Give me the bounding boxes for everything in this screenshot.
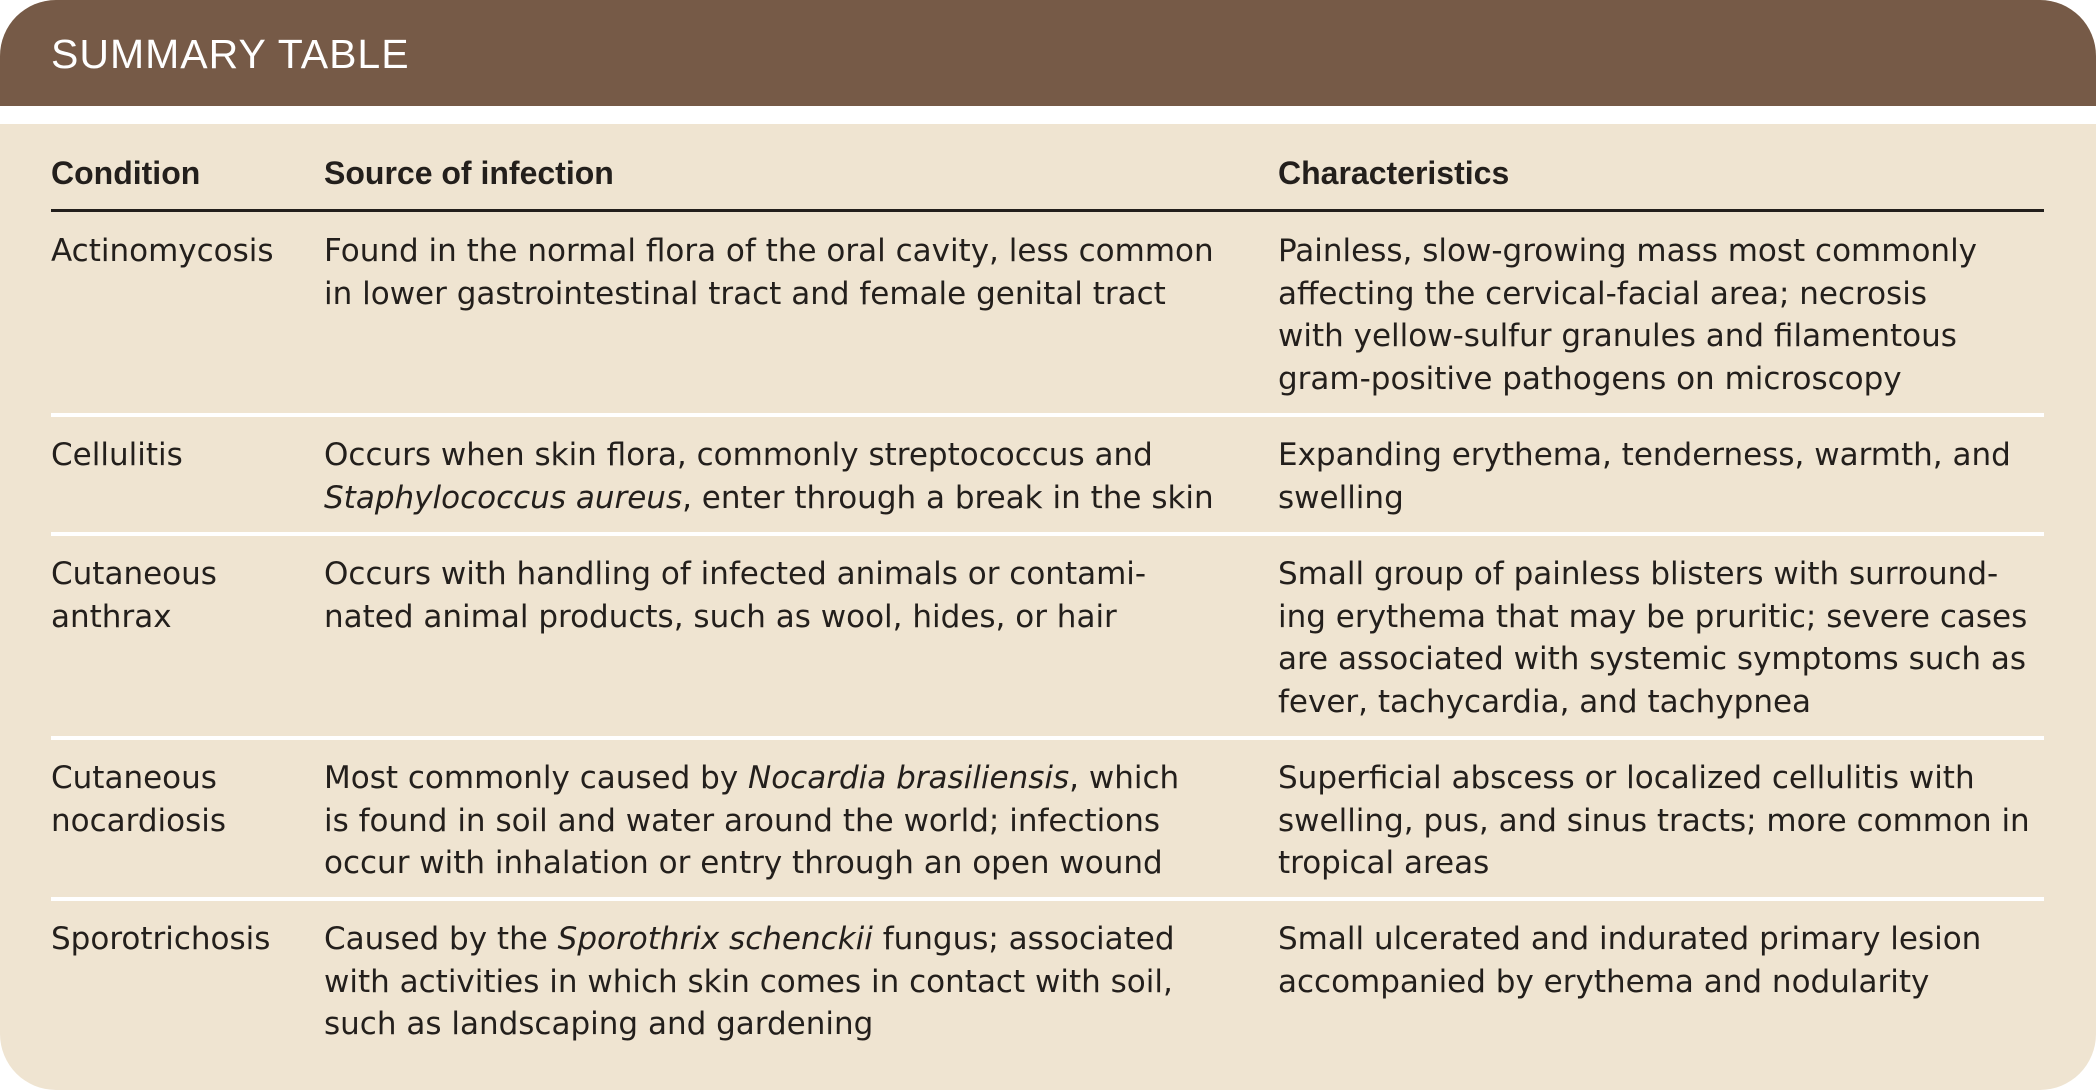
cell-line: Actinomycosis: [51, 233, 274, 269]
italic-species-name: Sporothrix schenckii: [557, 921, 873, 957]
cell-line: Sporotrichosis: [51, 921, 271, 957]
text-segment: with activities in which skin comes in contact with soil,: [324, 963, 1173, 1000]
cell-line: Small group of painless blisters with surround-: [1278, 556, 1999, 592]
cell-line: accompanied by erythema and nodularity: [1278, 963, 1930, 1000]
text-segment: Found in the normal flora of the oral cavity, less common: [324, 233, 1214, 269]
cell-line: Small ulcerated and indurated primary lesion: [1278, 921, 1982, 957]
cell-line: [324, 757, 1179, 800]
cell-line: [324, 961, 1175, 1004]
text-segment: is found in soil and water around the world; infections: [324, 802, 1161, 839]
column-header-condition: Condition: [51, 155, 201, 191]
cell-characteristics: [1278, 434, 2011, 519]
column-header-characteristics: Characteristics: [1278, 155, 1510, 191]
text-segment: fungus; associated: [872, 921, 1175, 957]
row-divider: [51, 897, 2044, 901]
cell-line: [324, 596, 1146, 639]
text-segment: such as landscaping and gardening: [324, 1006, 874, 1042]
text-segment: Occurs with handling of infected animals or contami-: [324, 556, 1147, 592]
text-segment: Occurs when skin flora, commonly streptococcus and: [324, 437, 1153, 473]
table-title: SUMMARY TABLE: [51, 31, 410, 77]
cell-line: [324, 842, 1179, 885]
text-segment: in lower gastrointestinal tract and female genital tract: [324, 275, 1166, 312]
cell-line: with yellow-sulfur granules and filamentous: [1278, 318, 1957, 354]
cell-line: [324, 800, 1179, 843]
cell-condition: [51, 757, 226, 842]
row-divider: [51, 413, 2044, 417]
cell-source: [324, 230, 1214, 315]
cell-condition: [51, 918, 270, 961]
cell-characteristics: [1278, 230, 1977, 400]
cell-line: affecting the cervical-facial area; necrosis: [1278, 275, 1927, 312]
cell-source: [324, 434, 1214, 519]
cell-line: [324, 477, 1214, 520]
header-rule: [51, 209, 2044, 212]
column-header-source: Source of infection: [324, 155, 614, 191]
cell-line: Cellulitis: [51, 437, 183, 473]
cell-line: are associated with systemic symptoms such as: [1278, 641, 2027, 677]
cell-line: [324, 918, 1175, 961]
cell-line: Expanding erythema, tenderness, warmth, and: [1278, 437, 2011, 473]
cell-characteristics: [1278, 918, 1981, 1003]
cell-line: gram-positive pathogens on microscopy: [1278, 360, 1902, 397]
cell-condition: [51, 230, 274, 273]
cell-line: [324, 273, 1214, 316]
cell-condition: [51, 434, 183, 477]
row-divider: [51, 736, 2044, 740]
cell-line: swelling, pus, and sinus tracts; more common in: [1278, 802, 2030, 839]
cell-line: Painless, slow-growing mass most commonly: [1278, 233, 1978, 269]
cell-line: anthrax: [51, 598, 172, 635]
cell-line: Superficial abscess or localized cellulitis with: [1278, 760, 1975, 796]
cell-line: [324, 230, 1214, 273]
text-segment: nated animal products, such as wool, hides, or hair: [324, 598, 1117, 635]
cell-line: Cutaneous: [51, 556, 217, 592]
text-segment: , enter through a break in the skin: [682, 479, 1214, 516]
cell-line: tropical areas: [1278, 845, 1490, 881]
cell-line: ing erythema that may be pruritic; severe cases: [1278, 598, 2028, 635]
text-segment: Caused by the: [324, 921, 558, 957]
cell-line: Cutaneous: [51, 760, 217, 796]
cell-source: [324, 553, 1146, 638]
header-divider: [0, 106, 2096, 124]
table-header-bar: [0, 0, 2096, 106]
cell-source: [324, 918, 1175, 1046]
cell-line: nocardiosis: [51, 802, 227, 839]
cell-characteristics: [1278, 553, 2027, 723]
cell-characteristics: [1278, 757, 2030, 885]
text-segment: Most commonly caused by: [324, 760, 749, 796]
cell-condition: [51, 553, 217, 638]
italic-species-name: Staphylococcus aureus: [324, 479, 683, 516]
cell-line: fever, tachycardia, and tachypnea: [1278, 683, 1812, 720]
cell-line: [324, 434, 1214, 477]
cell-source: [324, 757, 1179, 885]
row-divider: [51, 532, 2044, 536]
cell-line: [324, 1003, 1175, 1046]
text-segment: occur with inhalation or entry through an open wound: [324, 845, 1163, 881]
cell-line: swelling: [1278, 479, 1404, 516]
text-segment: , which: [1069, 760, 1180, 796]
cell-line: [324, 553, 1146, 596]
italic-species-name: Nocardia brasiliensis: [748, 760, 1070, 796]
